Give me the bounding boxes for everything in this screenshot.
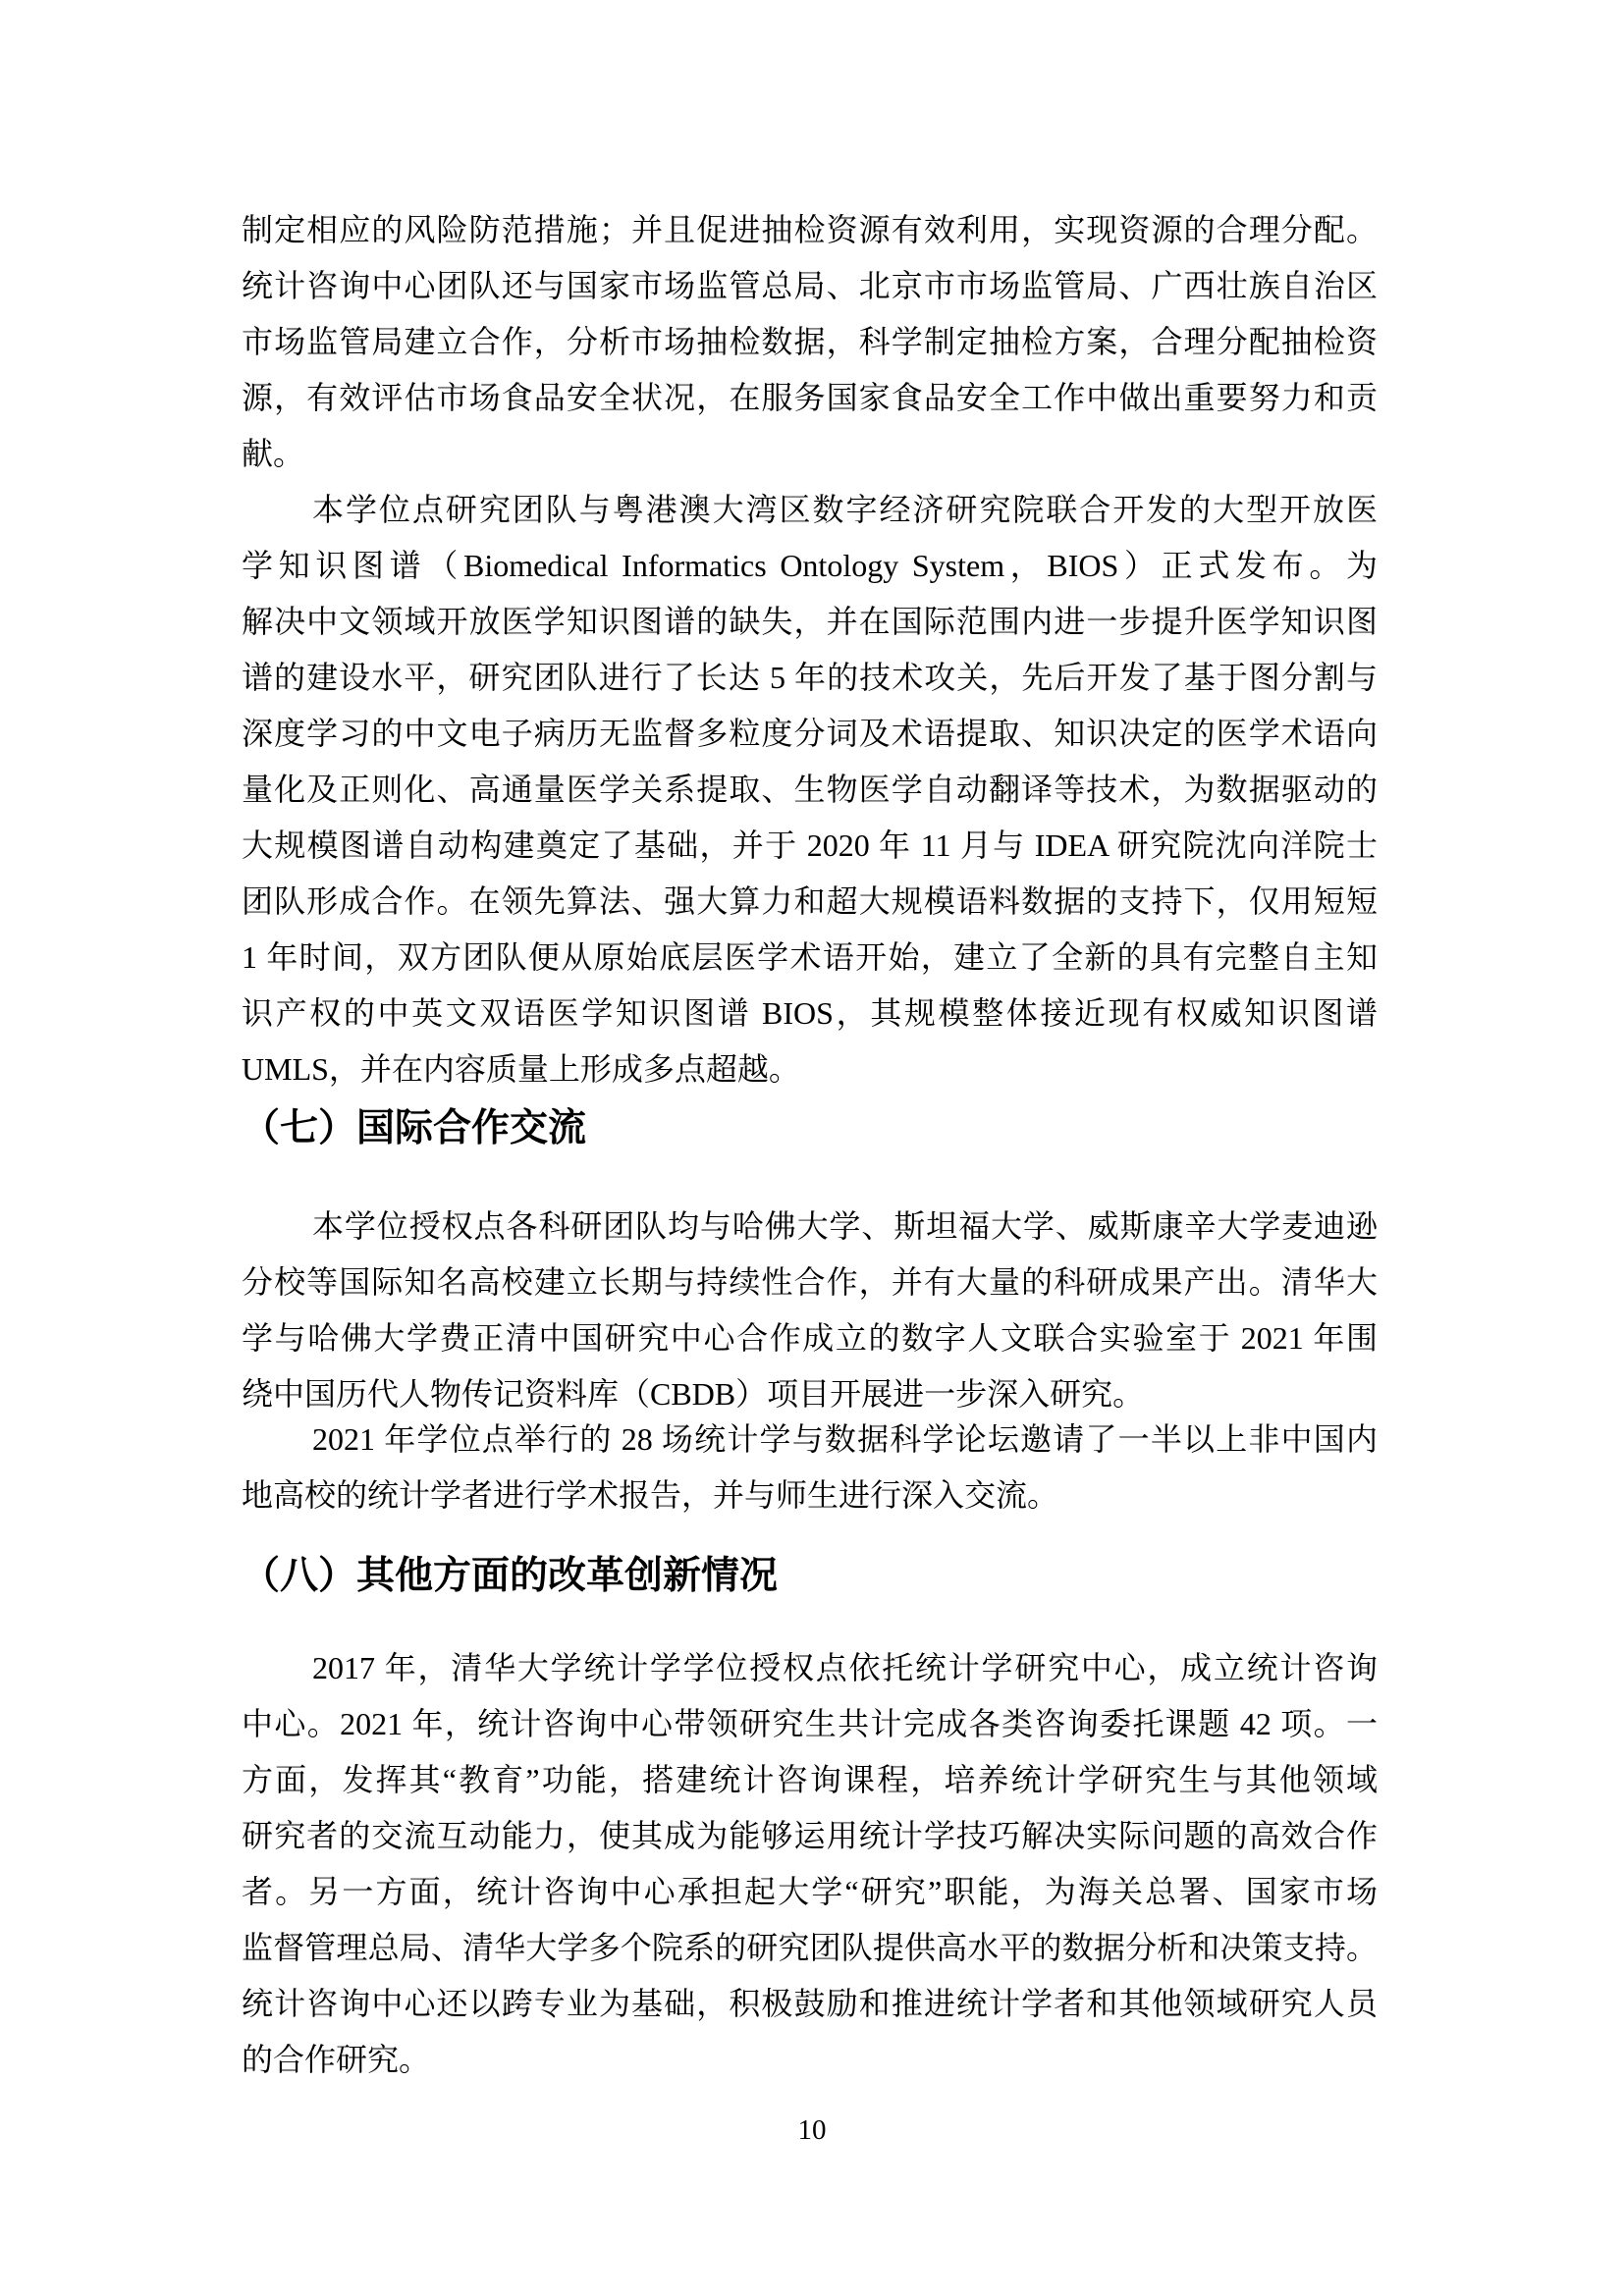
text-line: 大规模图谱自动构建奠定了基础，并于 2020 年 11 月与 IDEA 研究院沈向洋院士: [242, 828, 1378, 863]
text-line: 者。另一方面，统计咨询中心承担起大学“研究”职能，为海关总署、国家市场: [242, 1874, 1378, 1909]
text-line: 团队形成合作。在领先算法、强大算力和超大规模语料数据的支持下，仅用短短: [242, 883, 1378, 919]
text-line: 量化及正则化、高通量医学关系提取、生物医学自动翻译等技术，为数据驱动的: [242, 772, 1378, 807]
text-line: 本学位授权点各科研团队均与哈佛大学、斯坦福大学、威斯康辛大学麦迪逊: [312, 1208, 1378, 1244]
paragraph-statistics-forum: [242, 1412, 1378, 1523]
text-line: 2017 年，清华大学统计学学位授权点依托统计学研究中心，成立统计咨询: [312, 1650, 1378, 1685]
text-line: 解决中文领域开放医学知识图谱的缺失，并在国际范围内进一步提升医学知识图: [242, 604, 1378, 639]
text-line: 统计咨询中心还以跨专业为基础，积极鼓励和推进统计学者和其他领域研究人员: [242, 1986, 1378, 2021]
text-line: 统计咨询中心团队还与国家市场监管总局、北京市市场监管局、广西壮族自治区: [242, 268, 1378, 303]
text-line: 的合作研究。: [242, 2042, 431, 2077]
text-line: 市场监管局建立合作，分析市场抽检数据，科学制定抽检方案，合理分配抽检资: [242, 324, 1378, 359]
text-line: 谱的建设水平，研究团队进行了长达 5 年的技术攻关，先后开发了基于图分割与: [242, 660, 1378, 695]
paragraph-international-universities: [242, 1199, 1378, 1422]
text-line: 制定相应的风险防范措施；并且促进抽检资源有效利用，实现资源的合理分配。: [242, 212, 1378, 247]
heading-other-reform-innovation: （八）其他方面的改革创新情况: [242, 1555, 779, 1597]
text-line: UMLS，并在内容质量上形成多点超越。: [242, 1051, 800, 1087]
text-line: 监督管理总局、清华大学多个院系的研究团队提供高水平的数据分析和决策支持。: [242, 1930, 1378, 1965]
text-line: 绕中国历代人物传记资料库（CBDB）项目开展进一步深入研究。: [242, 1376, 1145, 1412]
text-line: 本学位点研究团队与粤港澳大湾区数字经济研究院联合开发的大型开放医: [312, 492, 1378, 527]
text-line: 献。: [242, 436, 305, 471]
paragraph-market-sampling-cooperation: [242, 202, 1378, 482]
heading-international-cooperation: （七）国际合作交流: [242, 1107, 587, 1149]
text-line: 地高校的统计学者进行学术报告，并与师生进行深入交流。: [242, 1477, 1059, 1513]
page-number: 10: [797, 2114, 827, 2146]
text-line: 深度学习的中文电子病历无监督多粒度分词及术语提取、知识决定的医学术语向: [242, 716, 1378, 751]
text-line: 1 年时间，双方团队便从原始底层医学术语开始，建立了全新的具有完整自主知: [242, 939, 1378, 975]
paragraph-statistical-consulting-center: [242, 1640, 1378, 2088]
text-line: 2021 年学位点举行的 28 场统计学与数据科学论坛邀请了一半以上非中国内: [312, 1421, 1378, 1457]
text-line: 识产权的中英文双语医学知识图谱 BIOS，其规模整体接近现有权威知识图谱: [242, 995, 1378, 1031]
text-line: 研究者的交流互动能力，使其成为能够运用统计学技巧解决实际问题的高效合作: [242, 1818, 1378, 1853]
text-line: 中心。2021 年，统计咨询中心带领研究生共计完成各类咨询委托课题 42 项。一: [242, 1706, 1378, 1741]
text-line: 学知识图谱（Biomedical Informatics Ontology System，BIOS）正式发布。为: [242, 548, 1378, 583]
text-line: 分校等国际知名高校建立长期与持续性合作，并有大量的科研成果产出。清华大: [242, 1264, 1378, 1300]
paragraph-bios-knowledge-graph: [242, 482, 1378, 1097]
text-line: 方面，发挥其“教育”功能，搭建统计咨询课程，培养统计学研究生与其他领域: [242, 1762, 1378, 1797]
text-line: 学与哈佛大学费正清中国研究中心合作成立的数字人文联合实验室于 2021 年围: [242, 1320, 1378, 1356]
text-line: 源，有效评估市场食品安全状况，在服务国家食品安全工作中做出重要努力和贡: [242, 380, 1378, 415]
